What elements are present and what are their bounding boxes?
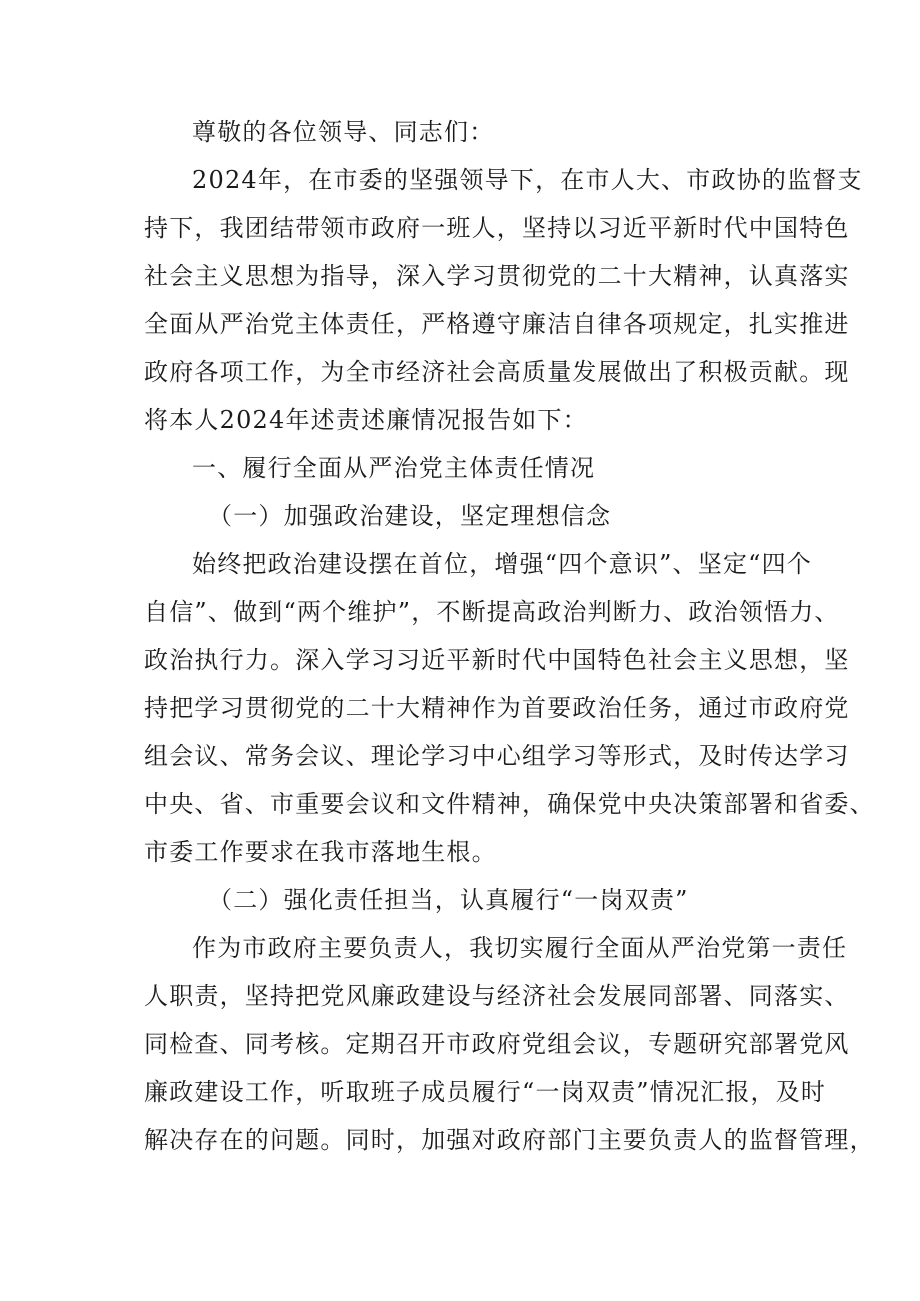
subsection-2-line-4: 廉政建设工作，听取班子成员履行“一岗双责”情况汇报，及时 — [144, 1078, 827, 1106]
section-1-heading: 一、履行全面从严治党主体责任情况 — [192, 454, 596, 482]
subsection-2-line-2: 人职责，坚持把党风廉政建设与经济社会发展同部署、同落实、 — [144, 982, 850, 1010]
subsection-1-line-4: 持把学习贯彻党的二十大精神作为首要政治任务，通过市政府党 — [144, 694, 850, 722]
subsection-1-line-3: 政治执行力。深入学习习近平新时代中国特色社会主义思想，坚 — [144, 646, 850, 674]
subsection-1-heading: （一）加强政治建设，坚定理想信念 — [208, 502, 612, 530]
subsection-1-line-5: 组会议、常务会议、理论学习中心组学习等形式，及时传达学习 — [144, 742, 850, 770]
intro-line-5: 政府各项工作，为全市经济社会高质量发展做出了积极贡献。现 — [144, 358, 850, 386]
subsection-2-line-1: 作为市政府主要负责人，我切实履行全面从严治党第一责任 — [192, 934, 848, 962]
greeting-line: 尊敬的各位领导、同志们： — [192, 118, 495, 146]
report-body — [144, 108, 875, 1164]
intro-line-1: 2024年，在市委的坚强领导下，在市人大、市政协的监督支 — [192, 166, 863, 194]
subsection-2-line-5: 解决存在的问题。同时，加强对政府部门主要负责人的监督管理， — [144, 1126, 875, 1154]
subsection-2-line-3: 同检查、同考核。定期召开市政府党组会议，专题研究部署党风 — [144, 1030, 850, 1058]
intro-line-6: 将本人2024年述责述廉情况报告如下： — [144, 406, 588, 434]
intro-line-3: 社会主义思想为指导，深入学习贯彻党的二十大精神，认真落实 — [144, 262, 850, 290]
intro-line-2: 持下，我团结带领市政府一班人，坚持以习近平新时代中国特色 — [144, 214, 850, 242]
intro-line-4: 全面从严治党主体责任，严格遵守廉洁自律各项规定，扎实推进 — [144, 310, 850, 338]
subsection-1-line-7: 市委工作要求在我市落地生根。 — [144, 838, 497, 866]
subsection-1-line-1: 始终把政治建设摆在首位，增强“四个意识”、坚定“四个 — [192, 550, 813, 578]
subsection-1-line-6: 中央、省、市重要会议和文件精神，确保党中央决策部署和省委、 — [144, 790, 875, 818]
subsection-2-heading: （二）强化责任担当，认真履行“一岗双责” — [208, 886, 689, 914]
subsection-1-line-2: 自信”、做到“两个维护”，不断提高政治判断力、政治领悟力、 — [144, 598, 840, 626]
